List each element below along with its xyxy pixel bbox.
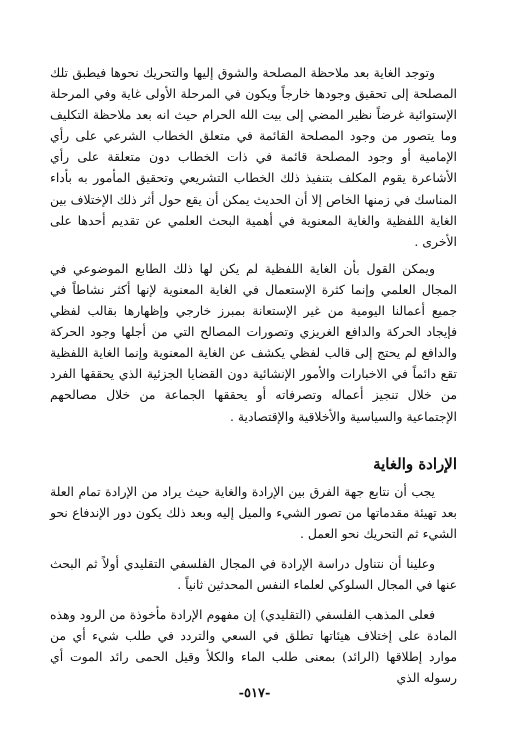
body-paragraph: فعلى المذهب الفلسفي (التقليدي) إن مفهوم الإرادة مأخوذة من الرود وهذه المادة على إختلاف هيئاتها تطلق في السعي والتردد في طلب شيء أي من موارد إطلاقها (الرائد) بمعنى طلب الماء والكلأ وقيل الحمى رائد الموت أي رسوله الذي: [50, 607, 457, 686]
body-paragraph: يجب أن نتابع جهة الفرق بين الإرادة والغاية حيث يراد من الإرادة تمام العلة بعد تهيئة مقدماتها من تصور الشيء والميل إليه وبعد ذلك يكون دور الإندفاع نحو الشيء ثم التحريك نحو العمل .: [50, 483, 457, 541]
body-paragraph: ويمكن القول بأن الغاية اللفظية لم يكن لها ذلك الطابع الموضوعي في المجال العلمي وإنما كثرة الإستعمال في الغاية المعنوية لإنها أكثر نشاطاً في جميع أعمالنا اليومية من غير الإستعانة بمبرز خارجي وإظهارها بقالب لفظي فإيجاد الحركة والدافع الغريزي وتصورات المصالح التي من أجلها وجود الحركة والدافع لم يحتج إلى قالب لفظي يكشف عن الغاية المعنوية وإنما الغاية اللفظية تقع دائماً في الاخبارات والأمور الإنشائية دون القضايا الجزئية الذي يحققها الفرد من خلال تنجيز أعماله وتصرفاته أو يحققها الجماعة من خلال مصالحهم الإجتماعية والسياسية والأخلاقية والإقتصادية .: [50, 260, 457, 424]
section-heading: الإرادة والغاية: [373, 454, 457, 473]
page-number: -٥١٧-: [238, 686, 271, 701]
body-paragraph: وعلينا أن نتناول دراسة الإرادة في المجال الفلسفي التقليدي أولاً ثم البحث عنها في المجال السلوكي لعلماء النفس المحدثين ثانياً .: [50, 555, 457, 592]
body-paragraph: وتوجد الغاية بعد ملاحظة المصلحة والشوق إليها والتحريك نحوها فيطبق تلك المصلحة إلى تحقيق وجودها خارجاً ويكون في المرحلة الأولى غاية وفي المرحلة الإستوائية غرضاً نظير المضي إلى بيت الله الحرام حيث انه بعد ملاحظة التكليف وما يتصور من وجود المصلحة القائمة في متعلق الخطاب الشرعي على رأي الإمامية أو وجود المصلحة قائمة في ذات الخطاب دون متعلقة على رأي الأشاعرة يقوم المكلف بتنفيذ ذلك الخطاب التشريعي وتحقيق المأمور به بأداء المناسك في زمنها الخاص إلا أن الحديث يمكن أن يقع حول أثر ذلك الإختلاف بين الغاية اللفظية والغاية المعنوية في أهمية البحث العلمي عن تقديم أحدها على الأخرى .: [50, 65, 457, 249]
